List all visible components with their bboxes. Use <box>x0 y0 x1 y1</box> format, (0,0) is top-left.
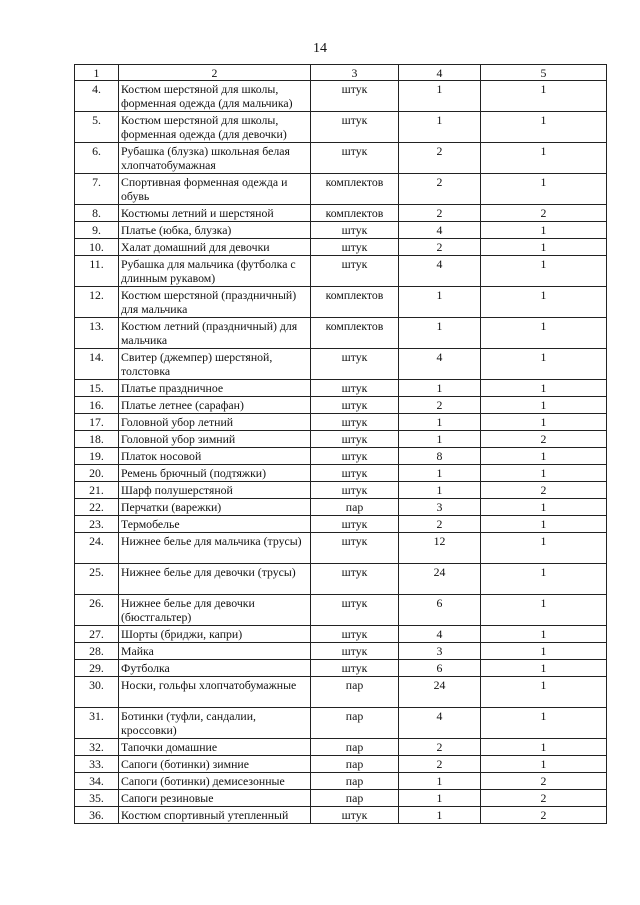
table-row <box>75 448 607 465</box>
unit-of-measure: комплектов <box>311 287 399 318</box>
wear-period: 2 <box>481 807 607 824</box>
quantity: 1 <box>399 431 481 448</box>
quantity: 2 <box>399 239 481 256</box>
table-row <box>75 660 607 677</box>
wear-period: 1 <box>481 564 607 595</box>
table-row <box>75 643 607 660</box>
item-name: Халат домашний для девочки <box>119 239 311 256</box>
table-row <box>75 465 607 482</box>
wear-period: 1 <box>481 708 607 739</box>
row-number: 31. <box>75 708 119 739</box>
unit-of-measure: комплектов <box>311 318 399 349</box>
row-number: 16. <box>75 397 119 414</box>
row-number: 36. <box>75 807 119 824</box>
quantity: 4 <box>399 256 481 287</box>
table-row <box>75 626 607 643</box>
unit-of-measure: штук <box>311 380 399 397</box>
item-name: Платок носовой <box>119 448 311 465</box>
wear-period: 2 <box>481 773 607 790</box>
table-body <box>75 65 607 824</box>
wear-period: 1 <box>481 380 607 397</box>
quantity: 1 <box>399 380 481 397</box>
unit-of-measure: штук <box>311 222 399 239</box>
quantity: 4 <box>399 222 481 239</box>
unit-of-measure: штук <box>311 81 399 112</box>
row-number: 15. <box>75 380 119 397</box>
wear-period: 1 <box>481 756 607 773</box>
row-number: 17. <box>75 414 119 431</box>
quantity: 4 <box>399 626 481 643</box>
row-number: 28. <box>75 643 119 660</box>
wear-period: 2 <box>481 482 607 499</box>
unit-of-measure: штук <box>311 595 399 626</box>
quantity: 24 <box>399 564 481 595</box>
item-name: Головной убор летний <box>119 414 311 431</box>
quantity: 1 <box>399 790 481 807</box>
wear-period: 1 <box>481 349 607 380</box>
item-name: Костюм шерстяной для школы, форменная одежда (для девочки) <box>119 112 311 143</box>
item-name: Рубашка (блузка) школьная белая хлопчатобумажная <box>119 143 311 174</box>
wear-period: 1 <box>481 414 607 431</box>
quantity: 24 <box>399 677 481 708</box>
item-name: Нижнее белье для девочки (бюстгальтер) <box>119 595 311 626</box>
table-row <box>75 677 607 708</box>
item-name: Рубашка для мальчика (футболка с длинным рукавом) <box>119 256 311 287</box>
table-row <box>75 431 607 448</box>
quantity: 1 <box>399 465 481 482</box>
table-row <box>75 773 607 790</box>
table-row <box>75 349 607 380</box>
row-number: 6. <box>75 143 119 174</box>
unit-of-measure: штук <box>311 256 399 287</box>
wear-period: 1 <box>481 143 607 174</box>
wear-period: 1 <box>481 448 607 465</box>
wear-period: 1 <box>481 287 607 318</box>
quantity: 1 <box>399 773 481 790</box>
quantity: 2 <box>399 205 481 222</box>
wear-period: 1 <box>481 533 607 564</box>
unit-of-measure: пар <box>311 756 399 773</box>
row-number: 26. <box>75 595 119 626</box>
item-name: Свитер (джемпер) шерстяной, толстовка <box>119 349 311 380</box>
wear-period: 1 <box>481 239 607 256</box>
table-row <box>75 397 607 414</box>
unit-of-measure: штук <box>311 112 399 143</box>
item-name: Ремень брючный (подтяжки) <box>119 465 311 482</box>
unit-of-measure: штук <box>311 465 399 482</box>
unit-of-measure: штук <box>311 143 399 174</box>
unit-of-measure: пар <box>311 708 399 739</box>
wear-period: 1 <box>481 626 607 643</box>
item-name: Нижнее белье для девочки (трусы) <box>119 564 311 595</box>
table-row <box>75 318 607 349</box>
item-name: Футболка <box>119 660 311 677</box>
item-name: Костюм летний (праздничный) для мальчика <box>119 318 311 349</box>
quantity: 3 <box>399 499 481 516</box>
item-name: Ботинки (туфли, сандалии, кроссовки) <box>119 708 311 739</box>
item-name: Спортивная форменная одежда и обувь <box>119 174 311 205</box>
wear-period: 2 <box>481 205 607 222</box>
table-row <box>75 287 607 318</box>
item-name: Платье праздничное <box>119 380 311 397</box>
unit-of-measure: пар <box>311 499 399 516</box>
unit-of-measure: штук <box>311 807 399 824</box>
unit-of-measure: штук <box>311 448 399 465</box>
wear-period: 1 <box>481 643 607 660</box>
table-row <box>75 81 607 112</box>
wear-period: 1 <box>481 222 607 239</box>
table-header-row <box>75 65 607 81</box>
row-number: 23. <box>75 516 119 533</box>
unit-of-measure: штук <box>311 660 399 677</box>
row-number: 21. <box>75 482 119 499</box>
unit-of-measure: пар <box>311 739 399 756</box>
unit-of-measure: штук <box>311 414 399 431</box>
unit-of-measure: штук <box>311 397 399 414</box>
row-number: 12. <box>75 287 119 318</box>
item-name: Нижнее белье для мальчика (трусы) <box>119 533 311 564</box>
row-number: 8. <box>75 205 119 222</box>
row-number: 9. <box>75 222 119 239</box>
row-number: 20. <box>75 465 119 482</box>
quantity: 1 <box>399 112 481 143</box>
unit-of-measure: штук <box>311 643 399 660</box>
item-name: Платье летнее (сарафан) <box>119 397 311 414</box>
item-name: Носки, гольфы хлопчатобумажные <box>119 677 311 708</box>
row-number: 19. <box>75 448 119 465</box>
table-row <box>75 380 607 397</box>
item-name: Перчатки (варежки) <box>119 499 311 516</box>
column-header: 1 <box>75 65 119 81</box>
page-number: 14 <box>313 41 327 56</box>
wear-period: 1 <box>481 660 607 677</box>
table-row <box>75 143 607 174</box>
row-number: 32. <box>75 739 119 756</box>
row-number: 30. <box>75 677 119 708</box>
wear-period: 1 <box>481 739 607 756</box>
row-number: 11. <box>75 256 119 287</box>
table-row <box>75 516 607 533</box>
row-number: 27. <box>75 626 119 643</box>
unit-of-measure: штук <box>311 482 399 499</box>
row-number: 24. <box>75 533 119 564</box>
unit-of-measure: штук <box>311 516 399 533</box>
quantity: 1 <box>399 807 481 824</box>
row-number: 18. <box>75 431 119 448</box>
quantity: 12 <box>399 533 481 564</box>
clothing-norms-table <box>74 64 607 824</box>
table-row <box>75 256 607 287</box>
quantity: 6 <box>399 660 481 677</box>
row-number: 4. <box>75 81 119 112</box>
wear-period: 1 <box>481 499 607 516</box>
quantity: 1 <box>399 318 481 349</box>
item-name: Тапочки домашние <box>119 739 311 756</box>
wear-period: 1 <box>481 174 607 205</box>
table-row <box>75 239 607 256</box>
item-name: Шарф полушерстяной <box>119 482 311 499</box>
quantity: 8 <box>399 448 481 465</box>
row-number: 14. <box>75 349 119 380</box>
quantity: 1 <box>399 482 481 499</box>
unit-of-measure: штук <box>311 239 399 256</box>
quantity: 1 <box>399 414 481 431</box>
table-row <box>75 499 607 516</box>
row-number: 35. <box>75 790 119 807</box>
row-number: 13. <box>75 318 119 349</box>
wear-period: 2 <box>481 431 607 448</box>
row-number: 7. <box>75 174 119 205</box>
quantity: 4 <box>399 349 481 380</box>
unit-of-measure: комплектов <box>311 205 399 222</box>
column-header: 3 <box>311 65 399 81</box>
wear-period: 1 <box>481 677 607 708</box>
quantity: 1 <box>399 81 481 112</box>
table-row <box>75 222 607 239</box>
item-name: Костюм шерстяной (праздничный) для мальчика <box>119 287 311 318</box>
table-row <box>75 414 607 431</box>
quantity: 3 <box>399 643 481 660</box>
quantity: 2 <box>399 174 481 205</box>
column-header: 2 <box>119 65 311 81</box>
table-row <box>75 533 607 564</box>
table-row <box>75 482 607 499</box>
row-number: 22. <box>75 499 119 516</box>
unit-of-measure: штук <box>311 431 399 448</box>
row-number: 10. <box>75 239 119 256</box>
wear-period: 1 <box>481 318 607 349</box>
table-row <box>75 564 607 595</box>
quantity: 1 <box>399 287 481 318</box>
table-row <box>75 708 607 739</box>
wear-period: 1 <box>481 112 607 143</box>
item-name: Сапоги резиновые <box>119 790 311 807</box>
table-row <box>75 756 607 773</box>
quantity: 4 <box>399 708 481 739</box>
wear-period: 1 <box>481 256 607 287</box>
wear-period: 1 <box>481 397 607 414</box>
wear-period: 1 <box>481 595 607 626</box>
table-row <box>75 595 607 626</box>
unit-of-measure: штук <box>311 533 399 564</box>
column-header: 4 <box>399 65 481 81</box>
row-number: 33. <box>75 756 119 773</box>
wear-period: 1 <box>481 465 607 482</box>
quantity: 2 <box>399 739 481 756</box>
item-name: Головной убор зимний <box>119 431 311 448</box>
item-name: Майка <box>119 643 311 660</box>
quantity: 2 <box>399 143 481 174</box>
quantity: 6 <box>399 595 481 626</box>
column-header: 5 <box>481 65 607 81</box>
quantity: 2 <box>399 516 481 533</box>
item-name: Платье (юбка, блузка) <box>119 222 311 239</box>
item-name: Шорты (бриджи, капри) <box>119 626 311 643</box>
unit-of-measure: штук <box>311 564 399 595</box>
quantity: 2 <box>399 397 481 414</box>
item-name: Сапоги (ботинки) зимние <box>119 756 311 773</box>
row-number: 25. <box>75 564 119 595</box>
row-number: 29. <box>75 660 119 677</box>
unit-of-measure: пар <box>311 677 399 708</box>
table-row <box>75 205 607 222</box>
unit-of-measure: штук <box>311 626 399 643</box>
unit-of-measure: комплектов <box>311 174 399 205</box>
item-name: Костюмы летний и шерстяной <box>119 205 311 222</box>
table-row <box>75 174 607 205</box>
wear-period: 2 <box>481 790 607 807</box>
item-name: Костюм шерстяной для школы, форменная одежда (для мальчика) <box>119 81 311 112</box>
quantity: 2 <box>399 756 481 773</box>
table-row <box>75 807 607 824</box>
unit-of-measure: пар <box>311 790 399 807</box>
item-name: Костюм спортивный утепленный <box>119 807 311 824</box>
table-row <box>75 739 607 756</box>
wear-period: 1 <box>481 81 607 112</box>
table-row <box>75 112 607 143</box>
unit-of-measure: пар <box>311 773 399 790</box>
table-row <box>75 790 607 807</box>
unit-of-measure: штук <box>311 349 399 380</box>
item-name: Термобелье <box>119 516 311 533</box>
item-name: Сапоги (ботинки) демисезонные <box>119 773 311 790</box>
row-number: 5. <box>75 112 119 143</box>
wear-period: 1 <box>481 516 607 533</box>
row-number: 34. <box>75 773 119 790</box>
